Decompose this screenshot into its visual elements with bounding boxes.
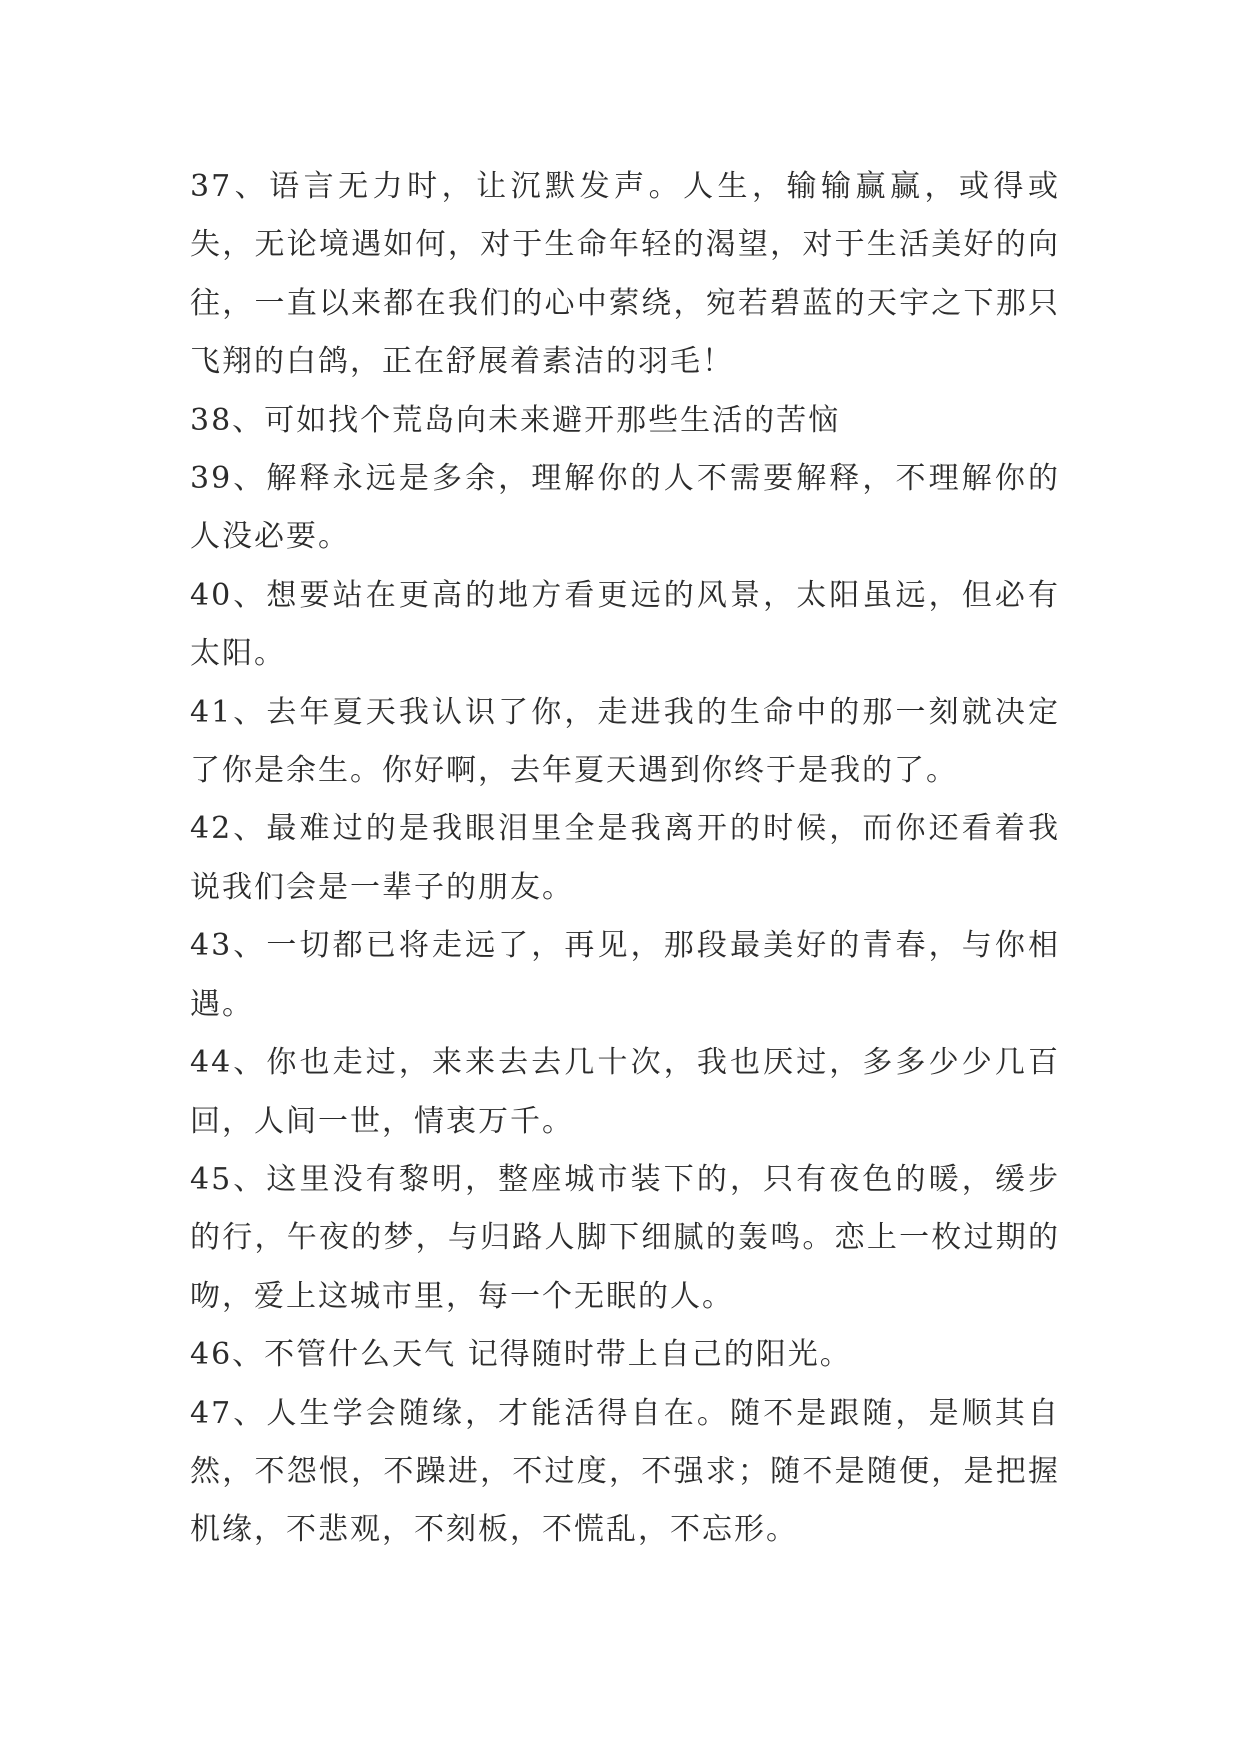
- paragraph-40: 40、想要站在更高的地方看更远的风景，太阳虽远，但必有太阳。: [190, 577, 1060, 672]
- paragraph-41: 41、去年夏天我认识了你，走进我的生命中的那一刻就决定了你是余生。你好啊，去年夏天遇到你终于是我的了。: [190, 694, 1060, 789]
- paragraph-45: 45、这里没有黎明，整座城市装下的，只有夜色的暖，缓步的行，午夜的梦，与归路人脚下细腻的轰鸣。恋上一枚过期的吻，爱上这城市里，每一个无眠的人。: [190, 1161, 1060, 1314]
- paragraph-44: 44、你也走过，来来去去几十次，我也厌过，多多少少几百回，人间一世，情衷万千。: [190, 1045, 1060, 1139]
- paragraph-46: 46、不管什么天气 记得随时带上自己的阳光。: [190, 1337, 852, 1373]
- paragraph-43: 43、一切都已将走远了，再见，那段最美好的青春，与你相遇。: [190, 928, 1060, 1022]
- paragraph-47: 47、人生学会随缘，才能活得自在。随不是跟随，是顺其自然，不怨恨，不躁进，不过度，不强求；随不是随便，是把握机缘，不悲观，不刻板，不慌乱，不忘形。: [190, 1395, 1060, 1548]
- paragraph-37: 37、语言无力时，让沉默发声。人生，输输赢赢，或得或失，无论境遇如何，对于生命年轻的渴望，对于生活美好的向往，一直以来都在我们的心中萦绕，宛若碧蓝的天宇之下那只飞翔的白鸽，正在舒展着素洁的羽毛！: [190, 169, 1060, 380]
- paragraph-42: 42、最难过的是我眼泪里全是我离开的时候，而你还看着我说我们会是一辈子的朋友。: [190, 811, 1060, 905]
- paragraph-39: 39、解释永远是多余，理解你的人不需要解释，不理解你的人没必要。: [190, 461, 1060, 555]
- paragraph-38: 38、可如找个荒岛向未来避开那些生活的苦恼: [190, 402, 841, 438]
- document-body: [190, 158, 1060, 1560]
